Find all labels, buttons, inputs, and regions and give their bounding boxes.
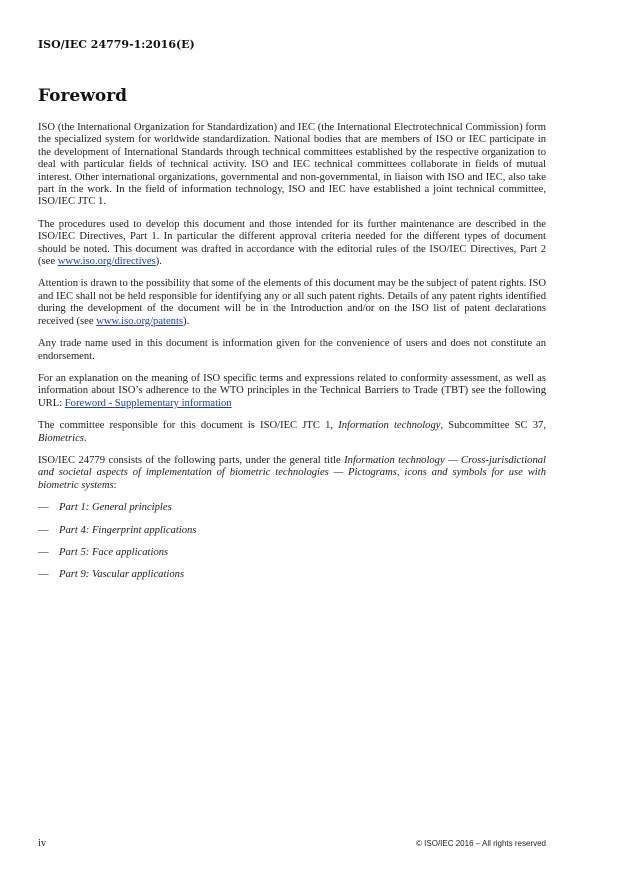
paragraph-committee: The committee responsible for this document is ISO/IEC JTC 1, Information technology, Subcommittee SC 37, Biometrics.: [38, 420, 546, 444]
list-item: [38, 569, 546, 581]
page-number: iv: [38, 838, 47, 849]
list-dash: —: [38, 524, 49, 536]
paragraph-trade-name: Any trade name used in this document is information given for the convenience of users and does not constitute an endorsement.: [38, 338, 546, 362]
supplementary-info-link[interactable]: Foreword - Supplementary information: [64, 397, 232, 409]
part-label: Part 1: General principles: [59, 502, 172, 514]
foreword-body: [38, 122, 546, 592]
paragraph-parts-intro: ISO/IEC 24779 consists of the following parts, under the general title Information technology — Cross-jurisdictional and societal aspects of implementation of biometric technologies — Pictograms, icons and symbols for use with biometric systems:: [38, 454, 546, 491]
list-item: [38, 525, 546, 537]
part-label: Part 9: Vascular applications: [59, 569, 185, 581]
page-title: Foreword: [38, 86, 128, 106]
patents-link[interactable]: www.iso.org/patents: [96, 315, 184, 327]
copyright-notice: © ISO/IEC 2016 – All rights reserved: [416, 839, 546, 848]
directives-link[interactable]: www.iso.org/directives: [57, 256, 156, 268]
list-item: [38, 502, 546, 514]
document-identifier: ISO/IEC 24779-1:2016(E): [38, 38, 195, 51]
paragraph-procedures: The procedures used to develop this document and those intended for its further maintenance are described in the ISO/IEC Directives, Part 1. In particular the different approval criteria needed for the different types of document should be noted. This document was drafted in accordance with the editorial rules of the ISO/IEC Directives, Part 2 (see www.iso.org/directives).: [38, 218, 546, 268]
part-label: Part 4: Fingerprint applications: [59, 524, 197, 536]
paragraph-iso-iec: ISO (the International Organization for Standardization) and IEC (the International Electrotechnical Commission) form the specialized system for worldwide standardization. National bodies that are members of ISO or IEC participate in the development of International Standards through technical committees established by the respective organization to deal with particular fields of technical activity. ISO and IEC technical committees collaborate in fields of mutual interest. Other international organizations, governmental and non-governmental, in liaison with ISO and IEC, also take part in the work. In the field of information technology, ISO and IEC have established a joint technical committee, ISO/IEC JTC 1.: [38, 122, 546, 208]
paragraph-conformity: For an explanation on the meaning of ISO specific terms and expressions related to conformity assessment, as well as information about ISO’s adherence to the WTO principles in the Technical Barriers to Trade (TBT) see the following URL: Foreword - Supplementary information: [38, 372, 546, 409]
list-dash: —: [38, 546, 49, 558]
list-item: [38, 547, 546, 559]
list-dash: —: [38, 502, 49, 514]
part-label: Part 5: Face applications: [59, 546, 169, 558]
list-dash: —: [38, 569, 49, 581]
paragraph-patents: Attention is drawn to the possibility that some of the elements of this document may be the subject of patent rights. ISO and IEC shall not be held responsible for identifying any or all such patent rights. Details of any patent rights identified during the development of the document will be in the Introduction and/or on the ISO list of patent declarations received (see www.iso.org/patents).: [38, 278, 546, 327]
